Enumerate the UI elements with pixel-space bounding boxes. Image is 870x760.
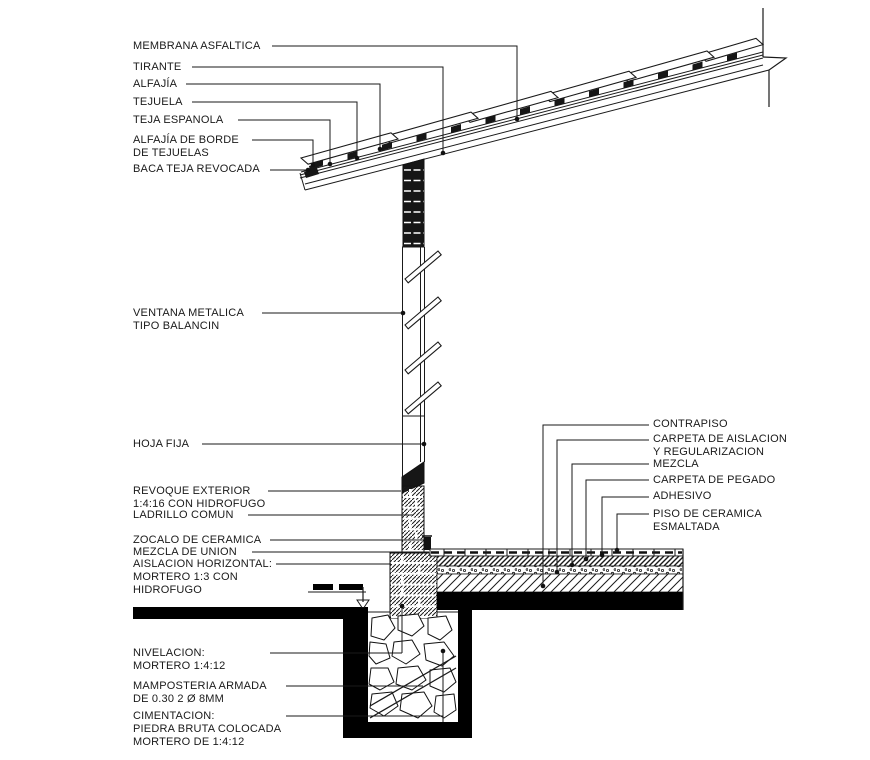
roof-assembly — [300, 52, 769, 190]
label-mamposteria-armada: MAMPOSTERIA ARMADA DE 0.30 2 Ø 8MM — [133, 680, 267, 705]
window-louver-slats — [405, 251, 441, 414]
louver-slat — [405, 342, 441, 374]
upper-wall-column — [403, 159, 424, 247]
label-baca-teja-revocada: BACA TEJA REVOCADA — [133, 163, 260, 175]
leader-membrana — [272, 46, 517, 119]
membrane-line-2 — [300, 55, 763, 175]
label-carpeta-de-pegado: CARPETA DE PEGADO — [653, 474, 776, 486]
label-mezcla-de-union: MEZCLA DE UNION — [133, 546, 237, 558]
label-ventana-metalica: VENTANA METALICA TIPO BALANCIN — [133, 307, 244, 332]
window-balancin — [402, 247, 441, 477]
foundation-right-bar — [458, 608, 472, 738]
layer-base-black — [437, 592, 683, 610]
membrane-line-1 — [300, 58, 763, 178]
leader-adhesivo — [602, 497, 649, 553]
louver-slat — [405, 297, 441, 329]
label-cimentacion: CIMENTACION: PIEDRA BRUTA COLOCADA MORTERO DE 1:4:12 — [133, 710, 282, 748]
leader-piso — [617, 514, 649, 549]
label-contrapiso: CONTRAPISO — [653, 418, 728, 430]
layer-mezcla — [437, 566, 683, 574]
label-revoque-exterior: REVOQUE EXTERIOR 1:4:16 CON HIDROFUGO — [133, 485, 266, 510]
terrain-dash-2 — [339, 584, 363, 590]
roof-break-line — [763, 8, 786, 107]
roof-battens — [313, 53, 737, 169]
label-alfajia-de-borde: ALFAJÍA DE BORDE DE TEJUELAS — [133, 134, 239, 159]
roof-slab-line — [305, 65, 763, 184]
label-carpeta-aislacion: CARPETA DE AISLACION Y REGULARIZACION — [653, 433, 788, 458]
label-adhesivo: ADHESIVO — [653, 490, 712, 502]
terrain-dash-1 — [313, 584, 333, 590]
roof-tiles — [301, 38, 763, 164]
foundation-left-bar — [343, 608, 368, 738]
layer-carpeta-pegado — [437, 556, 683, 566]
label-aislacion-horizontal: AISLACION HORIZONTAL: MORTERO 1:3 CON HIDROFUGO — [133, 558, 273, 596]
louver-slat — [405, 251, 441, 283]
label-tejuela: TEJUELA — [133, 96, 183, 108]
label-mezcla: MEZCLA — [653, 458, 699, 470]
label-ladrillo-comun: LADRILLO COMUN — [133, 509, 234, 521]
foundation-bottom-bar — [343, 722, 472, 738]
foundation — [343, 608, 472, 738]
label-zocalo-de-ceramica: ZOCALO DE CERAMICA — [133, 534, 262, 546]
louver-slat — [405, 382, 441, 414]
layer-contrapiso — [437, 574, 683, 592]
label-teja-espanola: TEJA ESPANOLA — [133, 114, 224, 126]
roof-underside-line — [305, 70, 769, 190]
label-alfajia: ALFAJÍA — [133, 78, 178, 90]
eave-tip-edge — [300, 173, 305, 190]
label-membrana-asfaltica: MEMBRANA ASFALTICA — [133, 40, 261, 52]
label-tirante: TIRANTE — [133, 61, 182, 73]
label-hoja-fija: HOJA FIJA — [133, 438, 190, 450]
label-nivelacion: NIVELACION: MORTERO 1:4:12 — [133, 647, 226, 672]
label-piso-de-ceramica: PISO DE CERAMICA ESMALTADA — [653, 508, 762, 533]
ground-band — [133, 607, 368, 619]
terrain-level-arrow — [357, 587, 369, 609]
